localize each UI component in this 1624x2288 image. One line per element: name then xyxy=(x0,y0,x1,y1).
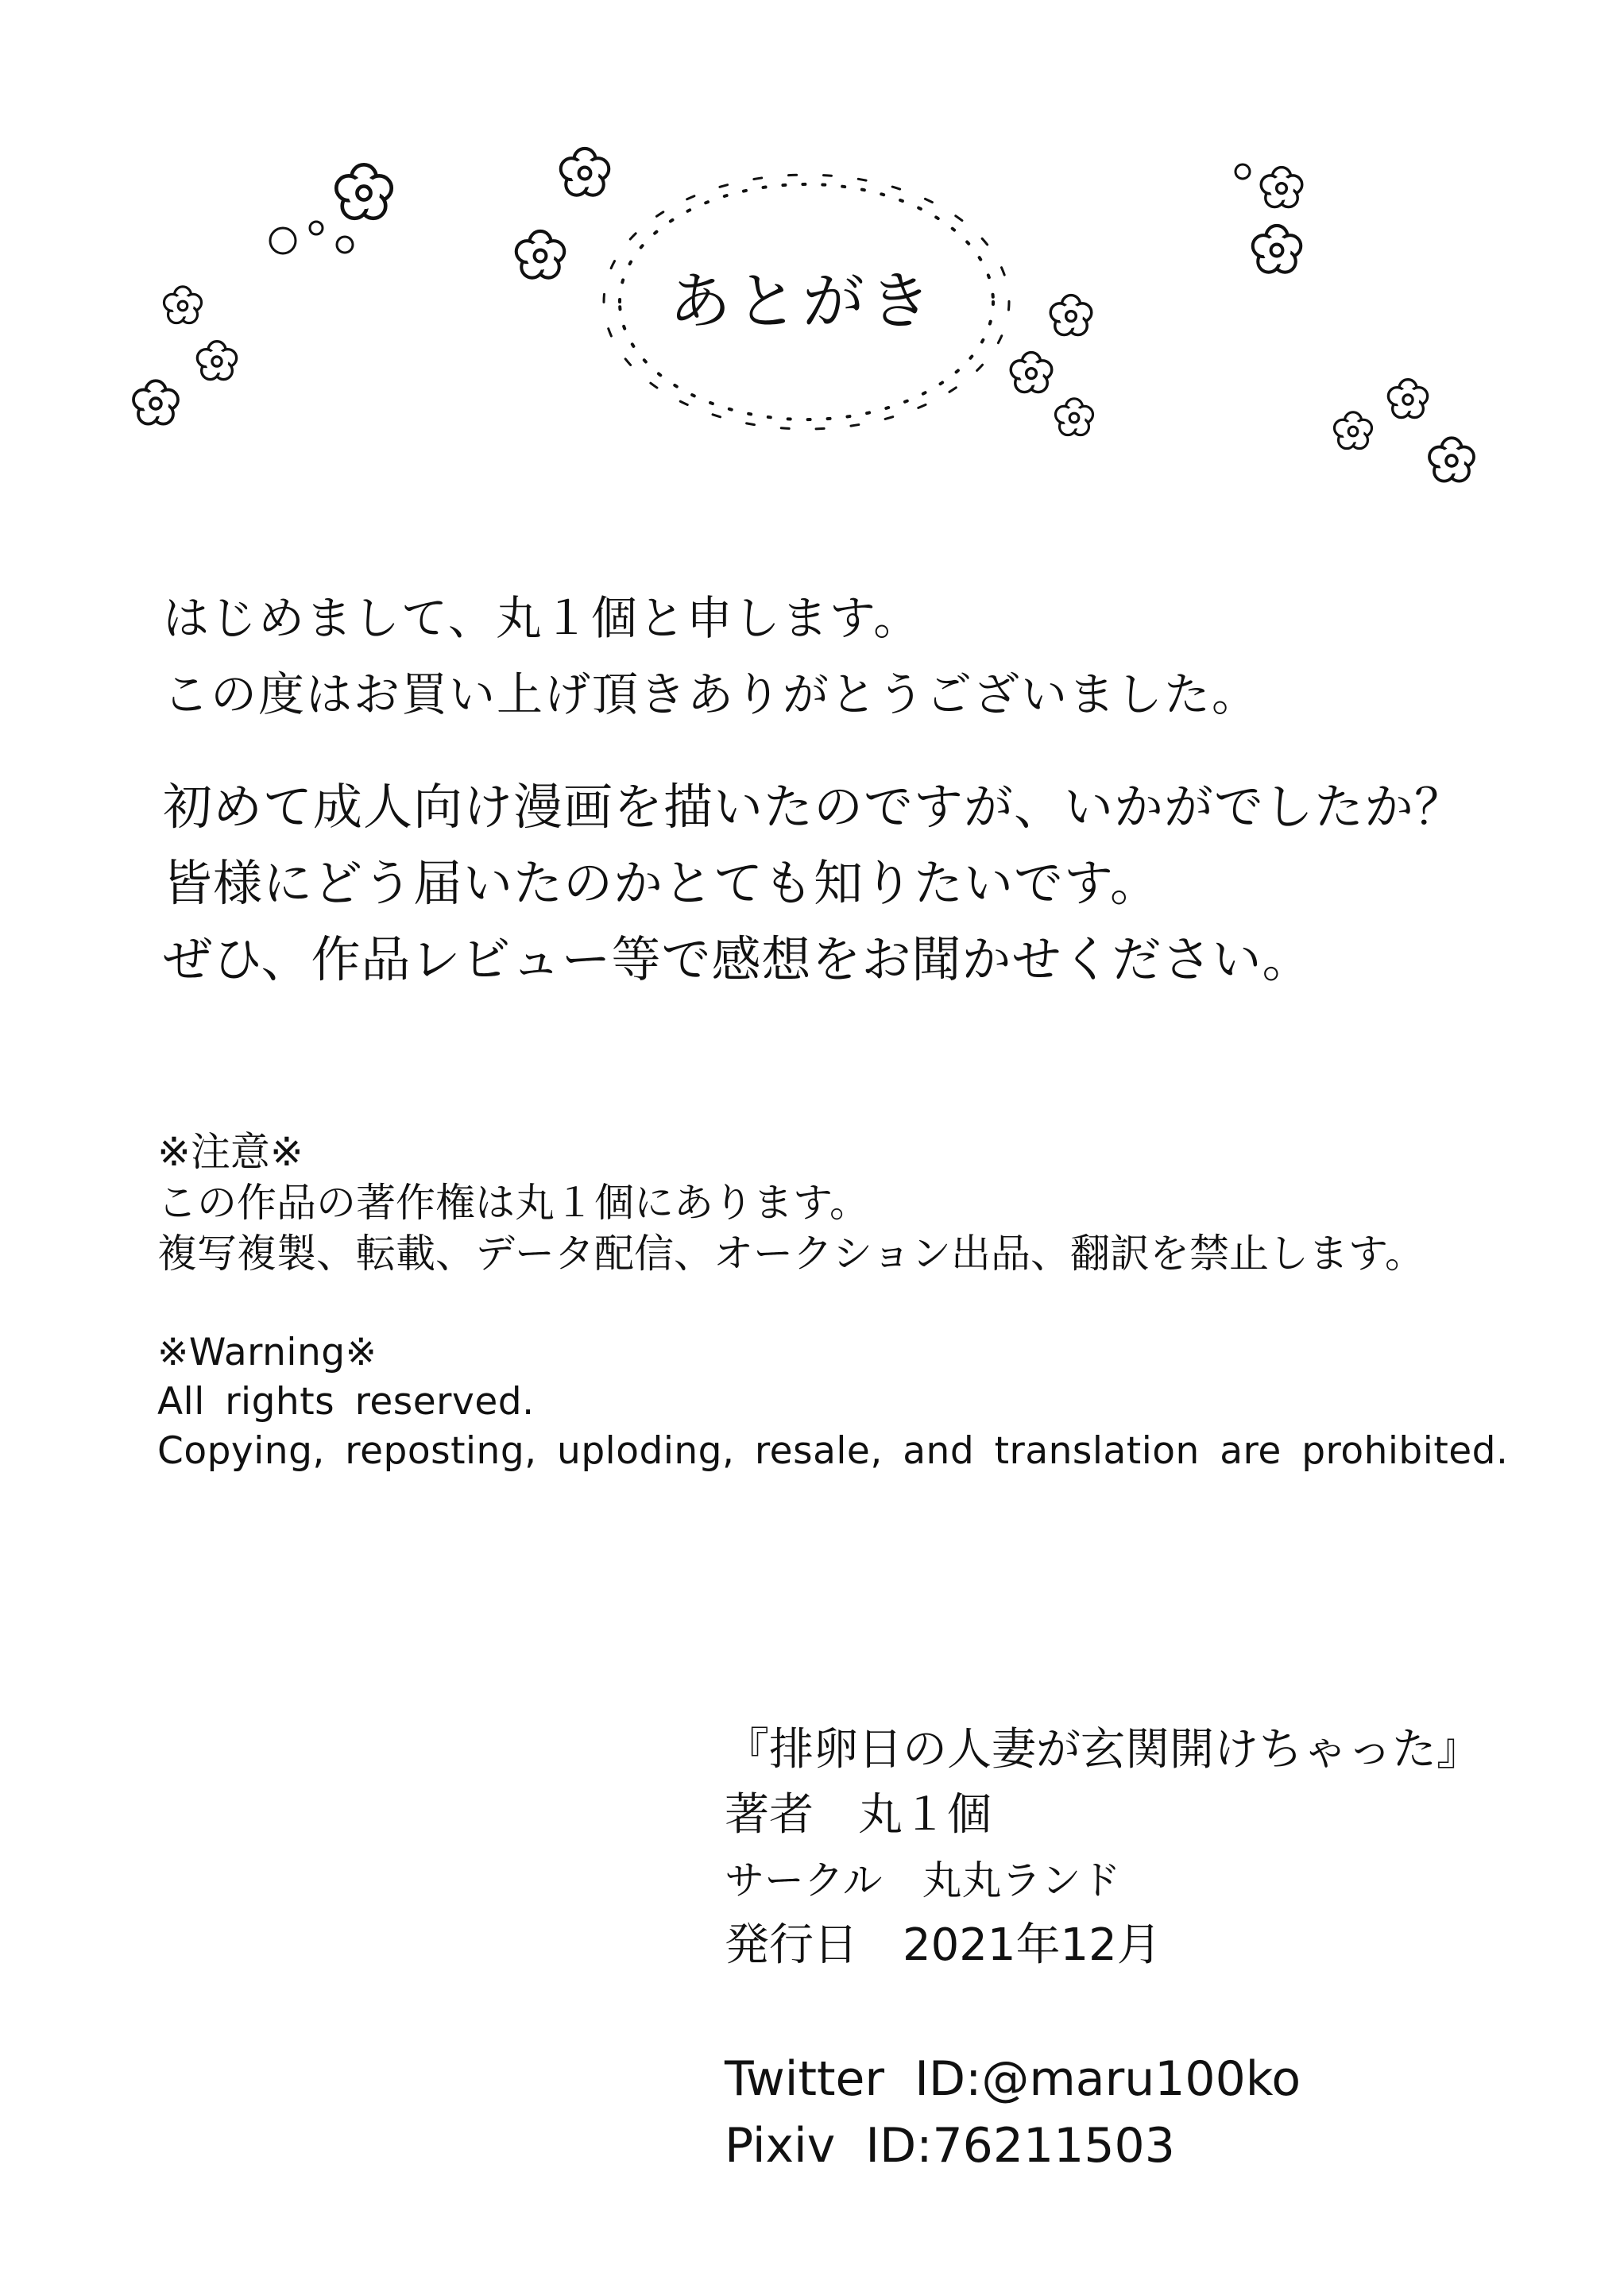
message-line: ぜひ、作品レビュー等で感想をお聞かせください。 xyxy=(163,930,1313,988)
work-title: 『排卵日の人妻が玄関開けちゃった』 xyxy=(725,1724,1481,1776)
warning-line: All rights reserved. xyxy=(157,1380,535,1424)
flower-icon xyxy=(1388,380,1427,418)
notice-line: 複写複製、転載、データ配信、オークション出品、翻訳を禁止します。 xyxy=(157,1231,1425,1277)
message-line: 皆様にどう届いたのかとても知りたいです。 xyxy=(163,854,1161,912)
circle-line: サークル 丸丸ランド xyxy=(725,1857,1121,1903)
greeting-block xyxy=(163,580,1514,732)
flower-icon xyxy=(1261,168,1302,207)
warning-heading: ※Warning※ xyxy=(157,1331,377,1374)
page-title: あとがき xyxy=(668,266,936,338)
flower-icon xyxy=(1429,438,1474,481)
flower-icon xyxy=(164,287,201,323)
notice-english xyxy=(157,1328,1587,1476)
message-block xyxy=(163,769,1553,998)
flower-icon xyxy=(1050,296,1092,335)
twitter-id: Twitter ID:@maru100ko xyxy=(725,2051,1301,2107)
flower-icon xyxy=(197,342,236,380)
flower-icon xyxy=(1253,226,1301,272)
message-line: 初めて成人向け漫画を描いたのですが、いかがでしたか？ xyxy=(163,778,1465,836)
notice-heading: ※注意※ xyxy=(157,1129,304,1175)
published-line: 発行日 2021年12月 xyxy=(725,1919,1162,1971)
flower-icon xyxy=(336,164,391,218)
flower-icon xyxy=(561,149,609,195)
flower-icon xyxy=(1011,353,1052,392)
flower-icon xyxy=(516,231,564,278)
warning-line: Copying, reposting, uploding, resale, and translation are prohibited. xyxy=(157,1429,1509,1473)
notice-japanese xyxy=(157,1127,1548,1279)
flower-icon xyxy=(133,381,178,423)
greeting-line: はじめまして、丸１個と申します。 xyxy=(163,591,922,645)
notice-line: この作品の著作権は丸１個にあります。 xyxy=(157,1180,869,1226)
author-line: 著者 丸１個 xyxy=(725,1789,992,1841)
greeting-line: この度はお買い上げ頂きありがとうございました。 xyxy=(163,667,1260,721)
flower-icon xyxy=(1334,412,1371,449)
colophon xyxy=(725,1718,1599,2179)
pixiv-id: Pixiv ID:76211503 xyxy=(725,2118,1175,2174)
flower-icon xyxy=(1055,399,1092,435)
